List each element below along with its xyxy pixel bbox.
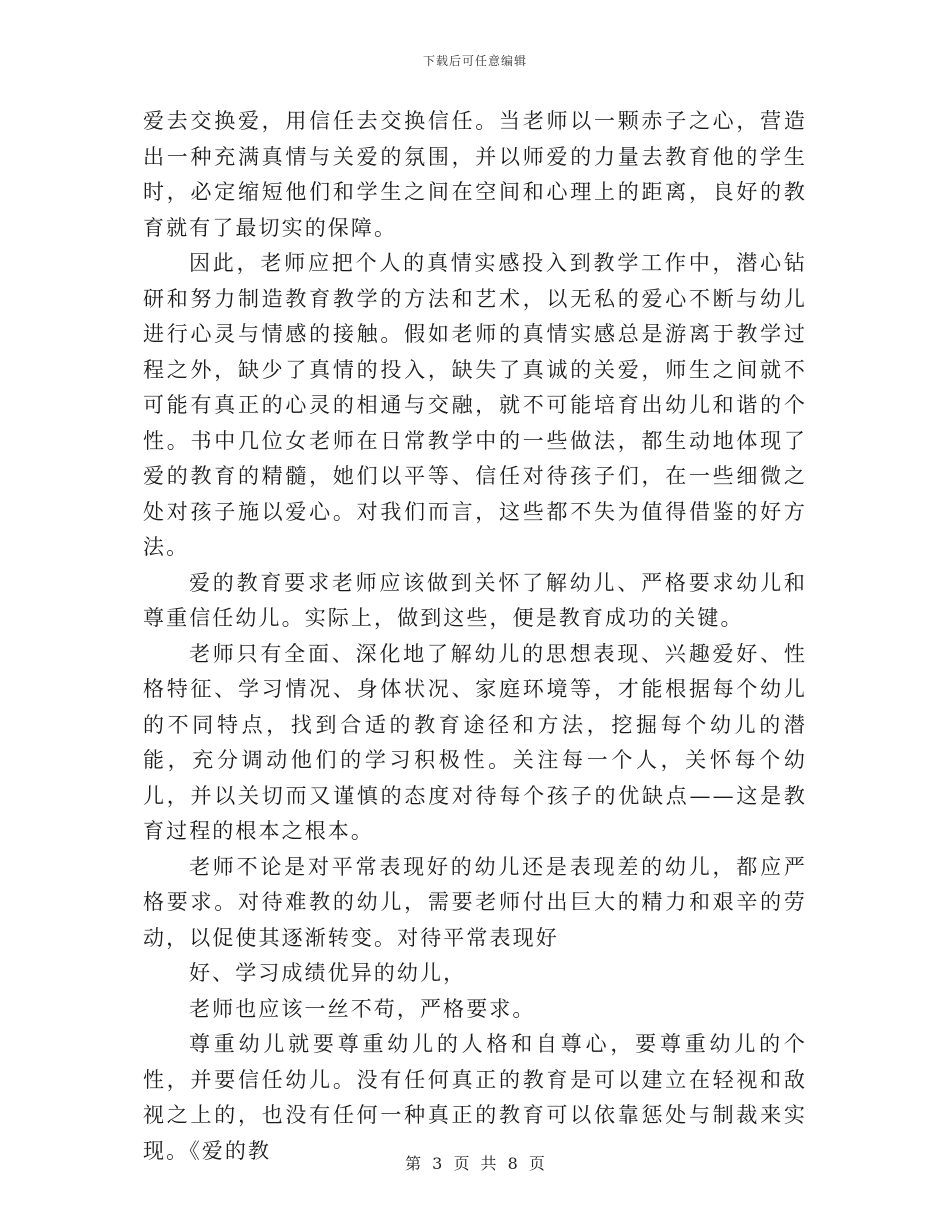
paragraph: 老师只有全面、深化地了解幼儿的思想表现、兴趣爱好、性格特征、学习情况、身体状况、家庭环境等，才能根据每个幼儿的不同特点，找到合适的教育途径和方法，挖掘每个幼儿的潜能，充分调动他们的学习积极性。关注每一个人，关怀每个幼儿，并以关切而又谨慎的态度对待每个孩子的优缺点——这是教育过程的根本之根本。: [143, 641, 807, 843]
paragraph-continuation: 爱去交换爱，用信任去交换信任。当老师以一颗赤子之心，营造出一种充满真情与关爱的氛围，并以师爱的力量去教育他的学生时，必定缩短他们和学生之间在空间和心理上的距离，良好的教育就有了最切实的保障。: [143, 109, 807, 240]
page-header: 下载后可任意编辑: [422, 54, 527, 68]
paragraph: 因此，老师应把个人的真情实感投入到教学工作中，潜心钻研和努力制造教育教学的方法和艺术，以无私的爱心不断与幼儿进行心灵与情感的接触。假如老师的真情实感总是游离于教学过程之外，缺少了真情的投入，缺失了真诚的关爱，师生之间就不可能有真正的心灵的相通与交融，就不可能培育出幼儿和谐的个性。书中几位女老师在日常教学中的一些做法，都生动地体现了爱的教育的精髓，她们以平等、信任对待孩子们，在一些细微之处对孩子施以爱心。对我们而言，这些都不失为值得借鉴的好方法。: [143, 251, 807, 559]
paragraph: 尊重幼儿就要尊重幼儿的人格和自尊心，要尊重幼儿的个性，并要信任幼儿。没有任何真正的教育是可以建立在轻视和敌视之上的，也没有任何一种真正的教育可以依靠惩处与制裁来实现。《爱的教: [143, 1032, 807, 1163]
page-number-footer: 第 3 页 共 8 页: [405, 1154, 545, 1173]
paragraph: 好、学习成绩优异的幼儿，: [189, 961, 467, 985]
paragraph: 爱的教育要求老师应该做到关怀了解幼儿、严格要求幼儿和尊重信任幼儿。实际上，做到这些，便是教育成功的关键。: [143, 570, 807, 630]
paragraph: 老师不论是对平常表现好的幼儿还是表现差的幼儿，都应严格要求。对待难教的幼儿，需要老师付出巨大的精力和艰辛的劳动，以促使其逐渐转变。对待平常表现好: [143, 854, 807, 950]
document-body: [143, 104, 807, 1169]
paragraph: 老师也应该一丝不苟，严格要求。: [189, 996, 536, 1021]
